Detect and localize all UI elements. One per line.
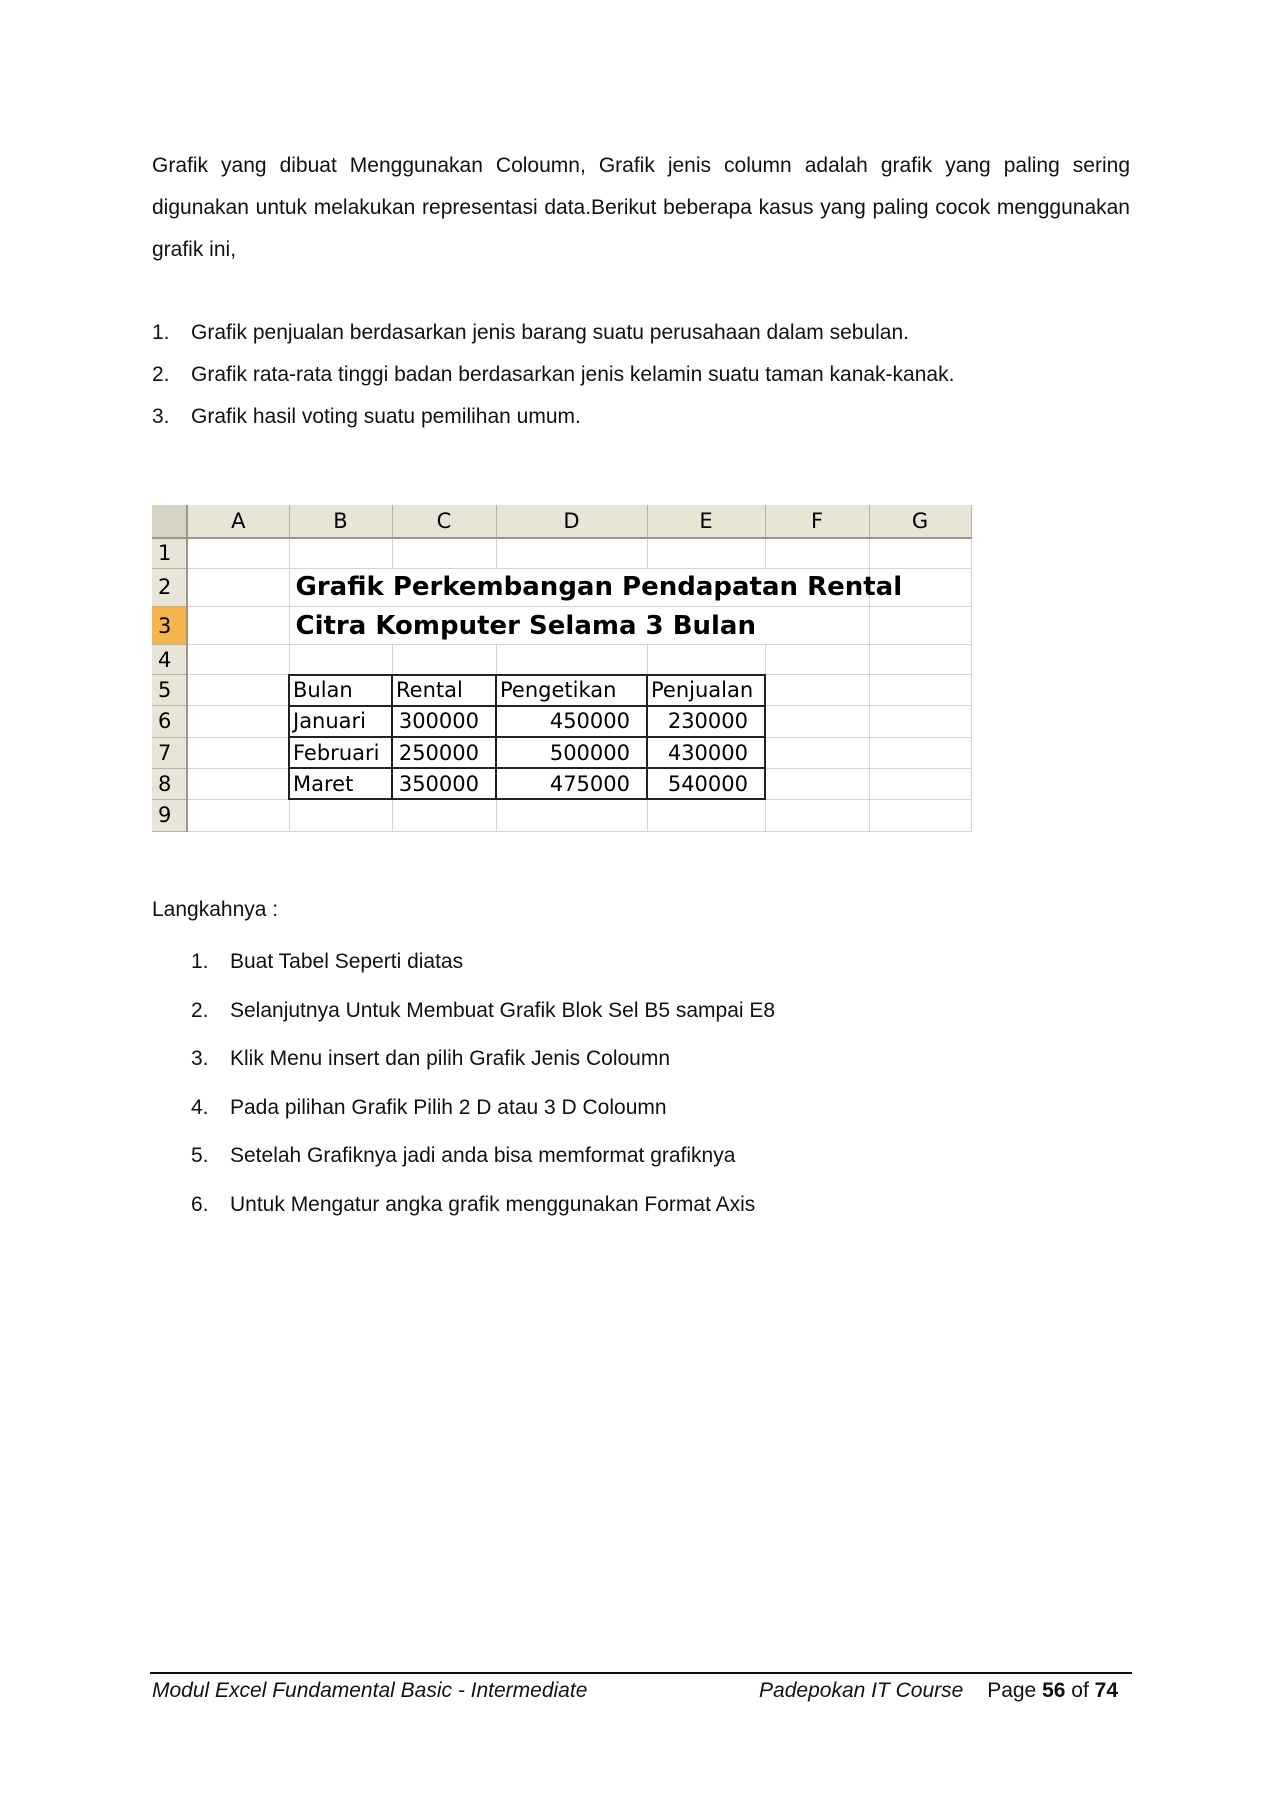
page-number: 56 — [1042, 1679, 1066, 1702]
column-header: C — [392, 505, 496, 538]
column-header: A — [187, 505, 289, 538]
table-header-cell: Penjualan — [647, 675, 765, 706]
row-header: 8 — [152, 768, 187, 799]
row-header: 9 — [152, 799, 187, 831]
row-header-selected: 3 — [152, 606, 187, 644]
spreadsheet-screenshot — [152, 505, 972, 832]
row-header: 7 — [152, 737, 187, 768]
list-text: Pada pilihan Grafik Pilih 2 D atau 3 D Coloumn — [230, 1095, 667, 1119]
list-item — [191, 990, 775, 1039]
list-number: 5. — [191, 1144, 209, 1167]
column-header: B — [289, 505, 392, 538]
table-header-cell: Bulan — [289, 675, 392, 706]
list-item — [191, 1135, 775, 1184]
row-header: 4 — [152, 645, 187, 675]
table-header-cell: Pengetikan — [496, 675, 647, 706]
column-header: F — [765, 505, 869, 538]
sheet-corner — [152, 505, 187, 538]
list-text: Grafik penjualan berdasarkan jenis barang suatu perusahaan dalam sebulan. — [191, 321, 909, 344]
list-item — [191, 1087, 775, 1136]
list-item — [152, 312, 954, 354]
list-number: 4. — [191, 1095, 209, 1119]
list-number: 2. — [152, 363, 170, 386]
page-total: 74 — [1094, 1679, 1118, 1702]
column-header: D — [496, 505, 647, 538]
table-cell: 250000 — [392, 737, 496, 768]
row-header: 6 — [152, 706, 187, 737]
case-list — [152, 312, 954, 438]
table-cell: Januari — [289, 706, 392, 737]
footer-course: Padepokan IT Course — [759, 1679, 964, 1702]
row-header: 2 — [152, 568, 187, 606]
table-cell: Maret — [289, 768, 392, 799]
list-number: 3. — [191, 1047, 209, 1070]
table-cell: 450000 — [496, 706, 647, 737]
table-cell: 350000 — [392, 768, 496, 799]
footer-module-title: Modul Excel Fundamental Basic - Intermediate — [152, 1679, 588, 1702]
steps-label: Langkahnya : — [152, 898, 279, 921]
footer-page-info — [759, 1679, 1118, 1703]
list-number: 1. — [152, 321, 170, 344]
list-item — [191, 1184, 775, 1233]
row-header: 1 — [152, 538, 187, 568]
sheet-title-line1: Grafik Perkembangan Pendapatan Rental — [289, 568, 765, 606]
of-label: of — [1071, 1679, 1089, 1702]
list-text: Untuk Mengatur angka grafik menggunakan Format Axis — [230, 1192, 756, 1216]
table-cell: 475000 — [496, 768, 647, 799]
table-cell: Februari — [289, 737, 392, 768]
table-cell: 230000 — [647, 706, 765, 737]
page-label: Page — [987, 1679, 1037, 1702]
list-number: 2. — [191, 998, 209, 1022]
table-cell: 300000 — [392, 706, 496, 737]
table-cell: 430000 — [647, 737, 765, 768]
list-number: 1. — [191, 950, 209, 973]
list-number: 3. — [152, 405, 170, 428]
steps-list — [191, 941, 775, 1232]
column-header: G — [869, 505, 971, 538]
list-text: Buat Tabel Seperti diatas — [230, 950, 464, 973]
table-header-cell: Rental — [392, 675, 496, 706]
list-number: 6. — [191, 1192, 209, 1216]
column-header: E — [647, 505, 765, 538]
list-item — [152, 354, 954, 396]
list-text: Grafik hasil voting suatu pemilihan umum. — [191, 405, 581, 428]
list-item — [191, 941, 775, 990]
list-text: Setelah Grafiknya jadi anda bisa memformat grafiknya — [230, 1144, 736, 1167]
table-cell: 540000 — [647, 768, 765, 799]
intro-paragraph: Grafik yang dibuat Menggunakan Coloumn, Grafik jenis column adalah grafik yang paling sering digunakan untuk melakukan representasi data.Berikut beberapa kasus yang paling cocok menggunakan grafik ini, — [152, 154, 1130, 261]
list-text: Klik Menu insert dan pilih Grafik Jenis Coloumn — [230, 1047, 671, 1070]
list-item — [152, 396, 954, 438]
table-cell: 500000 — [496, 737, 647, 768]
list-text: Grafik rata-rata tinggi badan berdasarkan jenis kelamin suatu taman kanak-kanak. — [191, 363, 955, 386]
sheet-title-line2: Citra Komputer Selama 3 Bulan — [289, 606, 765, 644]
list-text: Selanjutnya Untuk Membuat Grafik Blok Sel B5 sampai E8 — [230, 998, 776, 1022]
list-item — [191, 1038, 775, 1087]
footer-divider — [150, 1672, 1132, 1674]
row-header: 5 — [152, 675, 187, 706]
